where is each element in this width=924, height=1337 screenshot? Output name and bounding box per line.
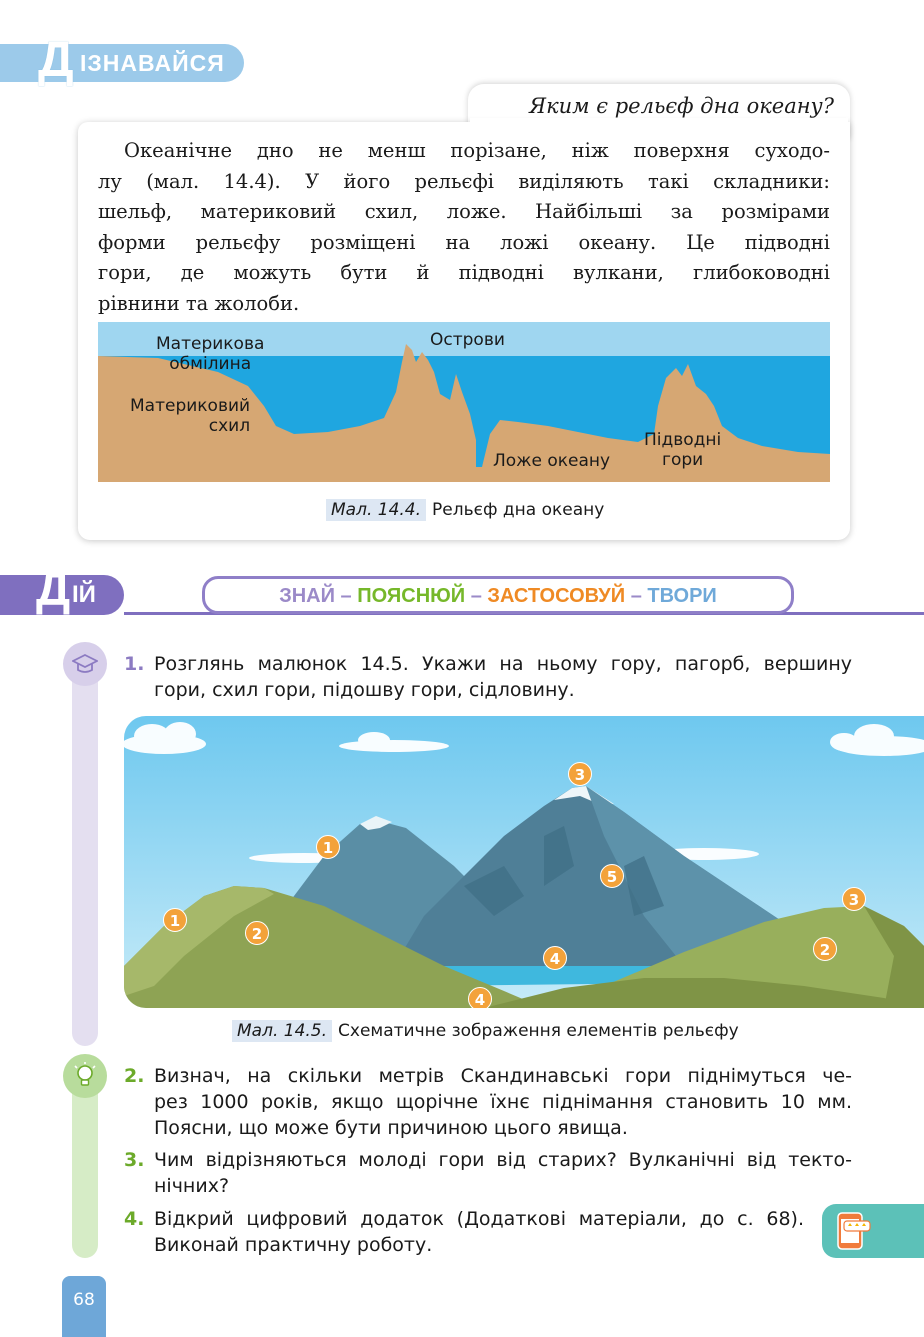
task-line: нічних?	[154, 1175, 230, 1197]
knowledge-rail	[72, 650, 98, 1046]
tablet-app-icon	[832, 1209, 872, 1253]
graduation-cap-icon	[63, 642, 107, 686]
task-line: Розглянь малюнок 14.5. Укажи на ньому гору, пагорб, вершину	[154, 653, 852, 675]
motto-know: ЗНАЙ	[279, 585, 335, 607]
task-line: Чим відрізняються молоді гори від старих? Вулканічні від текто-	[154, 1149, 852, 1171]
relief-illustration	[124, 716, 924, 1008]
task-4	[124, 1206, 804, 1258]
relief-figure-caption	[232, 1021, 739, 1041]
marker-3-summit: 3	[842, 887, 866, 911]
lightbulb-icon	[63, 1054, 107, 1098]
task-3	[124, 1147, 852, 1199]
label-ocean-bed: Ложе океану	[493, 451, 611, 471]
relief-elements-figure	[124, 716, 924, 1008]
task-number: 1.	[124, 653, 145, 675]
digital-app-link[interactable]	[822, 1204, 924, 1258]
task-line: Відкрий цифровий додаток (Додаткові матеріали, до с. 68).	[154, 1208, 804, 1230]
act-banner-title: ІЙ	[72, 581, 96, 608]
paragraph-line: лу (мал. 14.4). У його рельєфі виділяють такі складники:	[98, 169, 830, 193]
marker-4-foot: 4	[543, 946, 567, 970]
motto-create: ТВОРИ	[647, 585, 717, 607]
marker-3-peak: 3	[568, 762, 592, 786]
ocean-figure-caption	[326, 500, 604, 520]
learn-banner-initial: Д	[38, 31, 74, 87]
caption-text: Схематичне зображення елементів рельєфу	[338, 1021, 739, 1041]
task-line: Визнач, на скільки метрів Скандинавські гори піднімуться че-	[154, 1065, 852, 1087]
task-line: Виконай практичну роботу.	[154, 1234, 433, 1256]
motto-bar: ЗНАЙ – ПОЯСНЮЙ – ЗАСТОСОВУЙ – ТВОРИ	[202, 576, 794, 614]
paragraph-line: гори, де можуть бути й підводні вулкани, глибоководні	[98, 261, 830, 284]
marker-1-mountain: 1	[316, 835, 340, 859]
paragraph-line: Океанічне дно не менш порізане, ніж поверхня суходо-	[124, 139, 830, 162]
marker-2-slope: 2	[245, 921, 269, 945]
marker-5-saddle: 5	[600, 864, 624, 888]
act-banner-initial: Д	[36, 563, 71, 616]
learn-banner-title: ІЗНАВАЙСЯ	[80, 50, 225, 76]
task-number: 4.	[124, 1208, 145, 1230]
paragraph-line: шельф, материковий схил, ложе. Найбільші за розмірами	[98, 200, 830, 223]
motto-explain: ПОЯСНЮЙ	[357, 585, 466, 607]
marker-2-slope-right: 2	[813, 937, 837, 961]
task-line: рез 1000 років, якщо щорічне їхнє піднімання становить 10 мм.	[154, 1091, 852, 1113]
caption-text: Рельєф дна океану	[432, 500, 605, 520]
motto-apply: ЗАСТОСОВУЙ	[487, 585, 626, 607]
ocean-floor-figure	[98, 322, 830, 482]
label-shelf: Материкова обмілина	[156, 334, 265, 374]
paragraph-line: рівнини та жолоби.	[98, 291, 300, 315]
caption-number: Мал. 14.5.	[232, 1020, 332, 1042]
question-heading: Яким є рельєф дна океану?	[529, 94, 834, 118]
marker-1-hill: 1	[163, 908, 187, 932]
main-paragraph	[98, 136, 830, 319]
marker-4-foot-lower: 4	[468, 987, 492, 1008]
task-line: гори, схил гори, підошву гори, сідловину.	[154, 679, 575, 701]
task-number: 2.	[124, 1065, 145, 1087]
label-slope: Материковий схил	[130, 396, 251, 436]
caption-number: Мал. 14.4.	[326, 499, 426, 521]
task-number: 3.	[124, 1149, 145, 1171]
task-1	[124, 651, 852, 703]
label-seamounts: Підводні гори	[644, 430, 722, 470]
label-islands: Острови	[430, 330, 505, 350]
task-line: Поясни, що може бути причиною цього явища.	[154, 1117, 628, 1139]
paragraph-line: форми рельєфу розміщені на ложі океану. Це підводні	[98, 230, 830, 254]
task-2	[124, 1063, 852, 1141]
page-number: 68	[62, 1276, 106, 1337]
